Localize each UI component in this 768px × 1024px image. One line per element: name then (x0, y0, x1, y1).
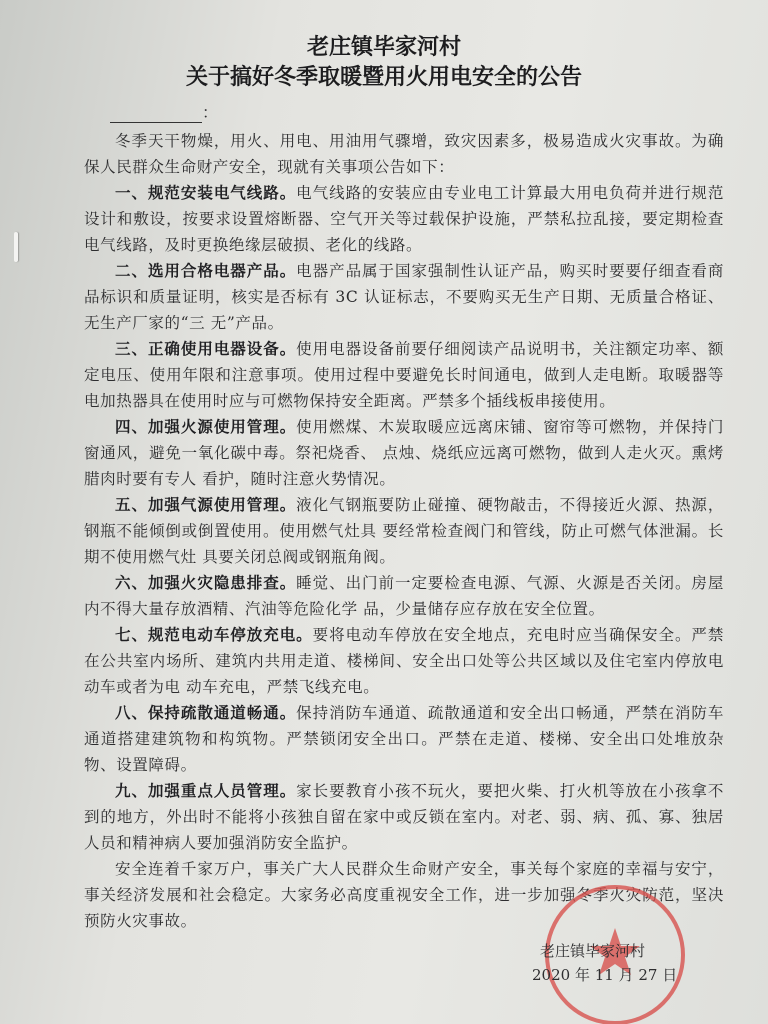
section-heading: 五、加强气源使用管理。 (115, 495, 297, 514)
section-9 (84, 778, 724, 856)
section-heading: 六、加强火灾隐患排查。 (115, 573, 297, 592)
section-heading: 一、规范安装电气线路。 (115, 183, 297, 202)
addressee-colon: ： (202, 103, 219, 122)
signature-organization: 老庄镇毕家河村 (540, 942, 646, 960)
section-heading: 二、选用合格电器产品。 (115, 261, 297, 280)
addressee-blank (110, 106, 202, 123)
section-8 (84, 700, 724, 778)
section-text: 家长要教育小孩不玩火，要把火柴、打火机等放在小孩拿不到的地方，外出时不能将小孩独自留在家中或反锁在室内。对老、弱、病、孤、寡、独居人员和精神病人要加强消防安全监护。 (84, 782, 724, 852)
closing-paragraph: 安全连着千家万户，事关广大人民群众生命财产安全，事关每个家庭的幸福与安宁，事关经济发展和社会稳定。大家务必高度重视安全工作，进一步加强冬季火灾防范，坚决预防火灾事故。 (84, 860, 724, 930)
section-text: 电器产品属于国家强制性认证产品，购买时要要仔细查看商品标识和质量证明，核实是否标有 3C 认证标志，不要购买无生产日期、无质量合格证、无生产厂家的“三 无”产品。 (84, 262, 724, 332)
section-text: 要将电动车停放在安全地点，充电时应当确保安全。严禁在公共室内场所、建筑内共用走道、楼梯间、安全出口处等公共区域以及住宅室内停放电动车或者为电 动车充电，严禁飞线充电。 (84, 626, 724, 696)
section-text: 保持消防车通道、疏散通道和安全出口畅通，严禁在消防车通道搭建建筑物和构筑物。严禁锁闭安全出口。严禁在走道、楼梯、安全出口处堆放杂物、设置障碍。 (84, 704, 724, 774)
section-text: 使用电器设备前要仔细阅读产品说明书，关注额定功率、额定电压、使用年限和注意事项。使用过程中要避免长时间通电，做到人走电断。取暖器等电加热器具在使用时应与可燃物保持安全距离。严禁多个插线板串接使用。 (84, 340, 724, 410)
section-text: 电气线路的安装应由专业电工计算最大用电负荷并进行规范设计和敷设，按要求设置熔断器、空气开关等过载保护设施，严禁私拉乱接，要定期检查电气线路，及时更换绝缘层破损、老化的线路。 (84, 184, 724, 254)
signature-date: 2020 年 11 月 27 日 (532, 966, 678, 984)
section-text: 液化气钢瓶要防止碰撞、硬物敲击，不得接近火源、热源，钢瓶不能倾倒或倒置使用。使用燃气灶具 要经常检查阀门和管线，防止可燃气体泄漏。长期不使用燃气灶 具要关闭总阀或钢瓶角阀。 (84, 496, 724, 566)
section-heading: 四、加强火源使用管理。 (115, 417, 297, 436)
section-1 (84, 180, 724, 258)
section-heading: 八、保持疏散通道畅通。 (115, 703, 297, 722)
notice-body (84, 128, 724, 934)
section-2 (84, 258, 724, 336)
section-7 (84, 622, 724, 700)
section-text: 使用燃煤、木炭取暖应远离床铺、窗帘等可燃物，并保持门窗通风，避免一氧化碳中毒。祭祀烧香、 点烛、烧纸应远离可燃物，做到人走火灭。熏烤腊肉时要有专人 看护，随时注意火势情况。 (84, 418, 724, 488)
section-5 (84, 492, 724, 570)
section-text: 睡觉、出门前一定要检查电源、气源、火源是否关闭。房屋内不得大量存放酒精、汽油等危险化学 品，少量储存应存放在安全位置。 (84, 574, 724, 618)
section-4 (84, 414, 724, 492)
section-3 (84, 336, 724, 414)
staple-mark (14, 232, 18, 262)
section-heading: 七、规范电动车停放充电。 (115, 625, 313, 644)
section-heading: 三、正确使用电器设备。 (115, 339, 297, 358)
section-heading: 九、加强重点人员管理。 (115, 781, 297, 800)
title-line-1: 老庄镇毕家河村 (306, 34, 461, 60)
title-line-2: 关于搞好冬季取暖暨用火用电安全的公告 (185, 64, 582, 90)
addressee (110, 100, 218, 123)
section-6 (84, 570, 724, 622)
intro-paragraph: 冬季天干物燥，用火、用电、用油用气骤增，致灾因素多，极易造成火灾事故。为确保人民群众生命财产安全，现就有关事项公告如下： (84, 132, 724, 176)
